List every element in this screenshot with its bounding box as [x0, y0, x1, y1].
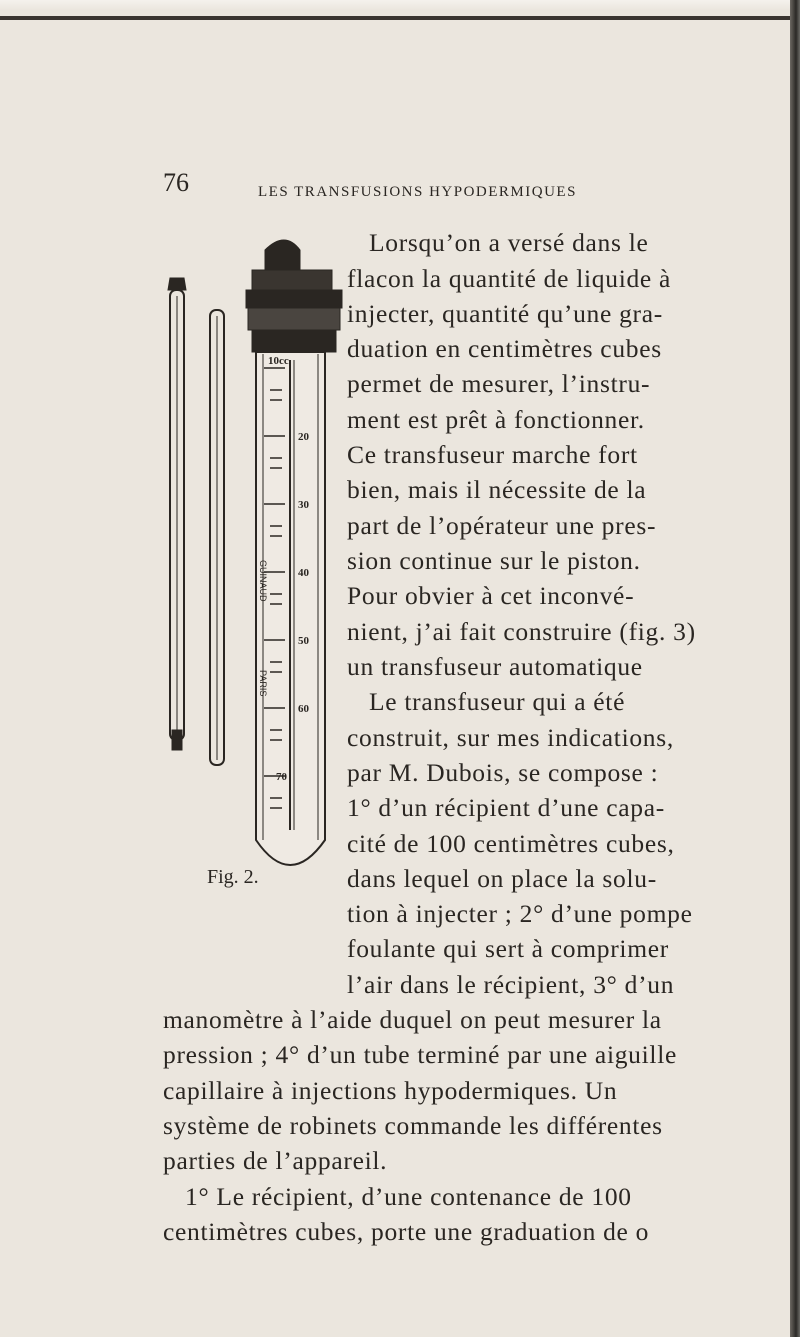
text-line: duation en centimètres cubes: [347, 334, 662, 363]
text-line: 1° Le récipient, d’une contenance de 100: [185, 1182, 632, 1211]
text-line: nient, j’ai fait construire (fig. 3): [347, 617, 696, 646]
text-line: 1° d’un récipient d’une capa-: [347, 793, 665, 822]
maker-mark-guinaud: GUINAUD: [258, 560, 268, 602]
page-top-rule: [0, 16, 790, 20]
transfuser-illustration: [160, 230, 360, 910]
maker-mark-paris: PARIS: [258, 670, 268, 697]
text-line: flacon la quantité de liquide à: [347, 264, 672, 293]
text-line: construit, sur mes indications,: [347, 723, 674, 752]
text-line: l’air dans le récipient, 3° d’un: [347, 970, 675, 999]
graduation-label-30: 30: [298, 499, 309, 511]
text-line: cité de 100 centimètres cubes,: [347, 829, 675, 858]
text-line: part de l’opérateur une pres-: [347, 511, 657, 540]
figure-caption: Fig. 2.: [207, 866, 259, 888]
text-line: parties de l’appareil.: [163, 1146, 388, 1175]
graduation-label-70: 70: [276, 771, 287, 783]
text-line: Lorsqu’on a versé dans le: [369, 228, 649, 257]
graduation-label-cc: 10cc: [268, 355, 289, 367]
graduation-label-40: 40: [298, 567, 309, 579]
text-line: par M. Dubois, se compose :: [347, 758, 659, 787]
text-line: Ce transfuseur marche fort: [347, 440, 638, 469]
graduation-label-60: 60: [298, 703, 309, 715]
text-line: sion continue sur le piston.: [347, 546, 641, 575]
text-line: système de robinets commande les différentes: [163, 1111, 663, 1140]
text-line: bien, mais il nécessite de la: [347, 475, 647, 504]
text-line: Le transfuseur qui a été: [369, 687, 626, 716]
text-line: pression ; 4° d’un tube terminé par une aiguille: [163, 1040, 678, 1069]
page-top-edge: [0, 0, 790, 10]
cannula-tube: [210, 310, 224, 765]
graduation-label-20: 20: [298, 431, 309, 443]
text-line: centimètres cubes, porte une graduation de o: [163, 1217, 650, 1246]
graduation-label-50: 50: [298, 635, 309, 647]
text-line: ment est prêt à fonctionner.: [347, 405, 645, 434]
page-number: 76: [163, 168, 189, 197]
text-line: un transfuseur automatique: [347, 652, 643, 681]
graduated-cylinder: [246, 240, 342, 865]
text-line: permet de mesurer, l’instru-: [347, 369, 651, 398]
text-line: manomètre à l’aide duquel on peut mesurer la: [163, 1005, 662, 1034]
text-line: capillaire à injections hypodermiques. Un: [163, 1076, 618, 1105]
text-line: Pour obvier à cet inconvé-: [347, 581, 635, 610]
piston-rod: [168, 278, 186, 750]
text-line: dans lequel on place la solu-: [347, 864, 657, 893]
text-line: foulante qui sert à comprimer: [347, 934, 669, 963]
text-line: injecter, quantité qu’une gra-: [347, 299, 663, 328]
running-head: LES TRANSFUSIONS HYPODERMIQUES: [258, 184, 577, 200]
book-binding-edge: [790, 0, 800, 1337]
text-line: tion à injecter ; 2° d’une pompe: [347, 899, 693, 928]
